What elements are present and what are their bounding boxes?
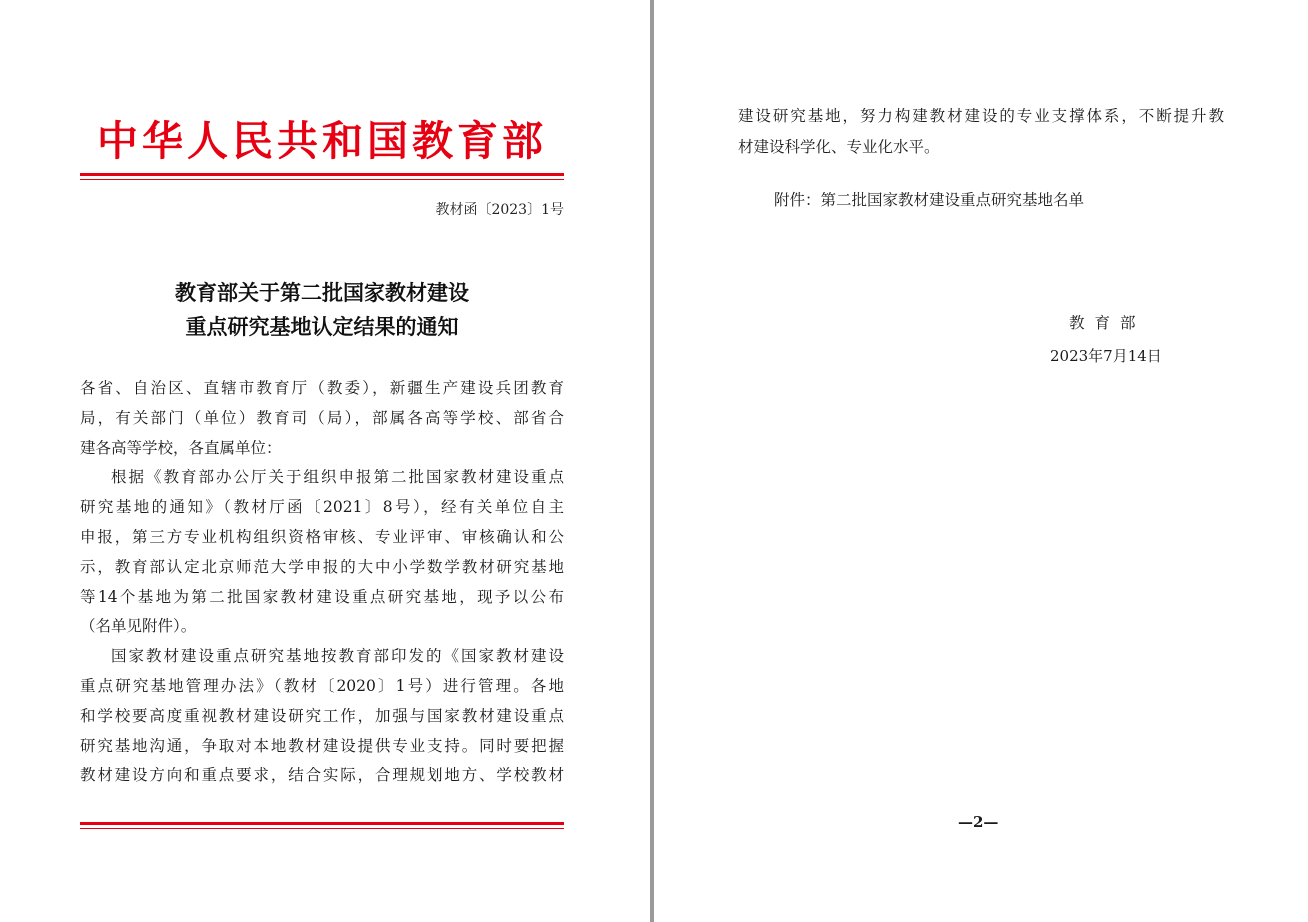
body-line: 国家教材建设重点研究基地按教育部印发的《国家教材建设 — [111, 647, 564, 666]
body-line: 局，有关部门（单位）教育司（局），部属各高等学校、部省合 — [80, 408, 564, 427]
masthead-title: 中华人民共和国教育部 — [97, 117, 547, 165]
continued-body — [738, 101, 1224, 163]
masthead-red-rule — [80, 173, 564, 180]
document-body — [80, 374, 564, 791]
body-line: 申报，第三方专业机构组织资格审核、专业评审、审核确认和公 — [80, 527, 564, 546]
page-number: —2— — [958, 813, 999, 831]
body-line: （名单见附件）。 — [80, 617, 197, 636]
document-page-2 — [654, 0, 1308, 922]
document-page-1 — [0, 0, 650, 922]
body-line: 建各高等学校，各直属单位： — [80, 438, 282, 457]
body-line: 研究基地的通知》（教材厅函〔2021〕8号），经有关单位自主 — [80, 498, 564, 517]
footer-red-rule — [80, 822, 564, 829]
body-line: 重点研究基地管理办法》（教材〔2020〕1号）进行管理。各地 — [80, 676, 564, 695]
document-number: 教材函〔2023〕1号 — [435, 202, 564, 218]
document-title — [80, 276, 564, 344]
title-line: 教育部关于第二批国家教材建设 — [175, 280, 469, 305]
issue-date: 2023年7月14日 — [1050, 347, 1162, 365]
issuing-authority: 教育部 — [1069, 314, 1146, 332]
body-line: 根据《教育部办公厅关于组织申报第二批国家教材建设重点 — [111, 468, 564, 487]
title-line: 重点研究基地认定结果的通知 — [185, 314, 459, 339]
body-line: 建设研究基地，努力构建教材建设的专业支撑体系，不断提升教 — [738, 107, 1224, 125]
body-line: 各省、自治区、直辖市教育厅（教委），新疆生产建设兵团教育 — [80, 379, 564, 397]
body-line: 和学校要高度重视教材建设研究工作，加强与国家教材建设重点 — [80, 706, 564, 725]
body-line: 材建设科学化、专业化水平。 — [738, 138, 940, 156]
attachment-note: 附件：第二批国家教材建设重点研究基地名单 — [774, 191, 1085, 209]
body-line: 教材建设方向和重点要求，结合实际，合理规划地方、学校教材 — [80, 766, 564, 785]
body-line: 研究基地沟通，争取对本地教材建设提供专业支持。同时要把握 — [80, 736, 564, 755]
body-line: 示，教育部认定北京师范大学申报的大中小学数学教材研究基地 — [80, 557, 564, 576]
body-line: 等14个基地为第二批国家教材建设重点研究基地，现予以公布 — [80, 587, 564, 606]
